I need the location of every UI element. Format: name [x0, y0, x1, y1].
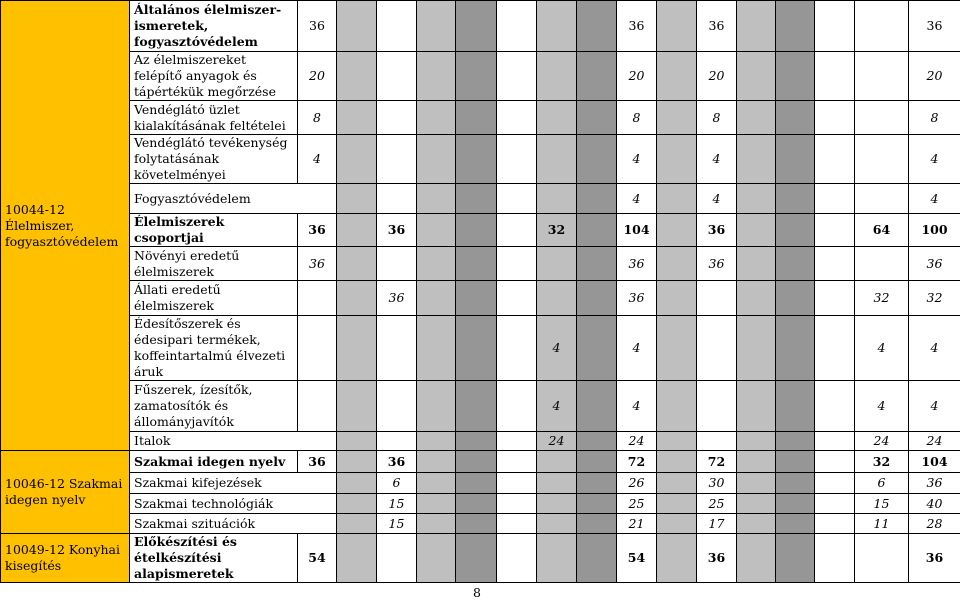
hours-cell: 24 — [617, 432, 657, 451]
hours-cell: 36 — [697, 534, 737, 583]
hours-cell: 4 — [909, 184, 960, 214]
hours-cell: 36 — [298, 1, 337, 52]
hours-cell — [456, 473, 497, 494]
hours-cell — [657, 514, 697, 534]
hours-cell: 36 — [909, 1, 960, 52]
table-row — [1, 135, 960, 184]
hours-cell — [377, 247, 417, 281]
hours-cell — [497, 432, 537, 451]
hours-cell — [456, 534, 497, 583]
hours-cell: 36 — [697, 1, 737, 52]
hours-cell: 4 — [697, 184, 737, 214]
hours-cell — [337, 381, 377, 432]
hours-cell: 100 — [909, 214, 960, 247]
hours-cell — [815, 473, 855, 494]
hours-cell — [577, 281, 617, 316]
hours-cell: 20 — [617, 52, 657, 101]
hours-cell: 4 — [298, 135, 337, 184]
hours-cell — [377, 184, 417, 214]
hours-cell: 4 — [909, 135, 960, 184]
subject-name: Az élelmiszereket felépítő anyagok és tápértékük megőrzése — [130, 52, 298, 101]
module-label: 10044-12 Élelmiszer, fogyasztóvédelem — [1, 1, 130, 451]
table-row — [1, 381, 960, 432]
hours-cell — [657, 52, 697, 101]
hours-cell — [657, 494, 697, 514]
hours-cell — [577, 1, 617, 52]
hours-cell — [377, 432, 417, 451]
hours-cell — [497, 247, 537, 281]
hours-cell — [337, 534, 377, 583]
hours-cell: 36 — [697, 247, 737, 281]
hours-cell — [855, 52, 909, 101]
hours-cell — [537, 135, 577, 184]
hours-cell — [337, 1, 377, 52]
hours-cell — [417, 381, 456, 432]
hours-cell: 36 — [617, 1, 657, 52]
hours-cell — [456, 316, 497, 381]
hours-cell — [537, 494, 577, 514]
hours-cell — [657, 214, 697, 247]
hours-cell — [657, 135, 697, 184]
hours-cell — [337, 514, 377, 534]
hours-cell — [737, 514, 776, 534]
hours-cell — [497, 381, 537, 432]
hours-cell — [577, 473, 617, 494]
subject-name: Vendéglátó tevékenység folytatásának követelményei — [130, 135, 298, 184]
hours-cell — [456, 494, 497, 514]
hours-cell — [497, 184, 537, 214]
hours-cell — [337, 281, 377, 316]
hours-cell — [337, 52, 377, 101]
hours-cell: 24 — [855, 432, 909, 451]
hours-cell: 36 — [909, 473, 960, 494]
hours-cell — [456, 514, 497, 534]
hours-cell: 36 — [909, 247, 960, 281]
hours-cell — [776, 381, 815, 432]
hours-cell — [776, 135, 815, 184]
hours-cell — [657, 281, 697, 316]
table-row — [1, 514, 960, 534]
subject-name: Élelmiszerek csoportjai — [130, 214, 298, 247]
hours-cell — [537, 1, 577, 52]
hours-cell — [577, 52, 617, 101]
hours-cell — [337, 473, 377, 494]
hours-cell — [417, 451, 456, 473]
hours-cell — [337, 101, 377, 135]
hours-cell: 36 — [617, 281, 657, 316]
hours-cell — [377, 534, 417, 583]
hours-cell — [737, 247, 776, 281]
hours-cell — [815, 514, 855, 534]
hours-cell — [737, 135, 776, 184]
hours-cell — [737, 52, 776, 101]
hours-cell: 32 — [855, 281, 909, 316]
hours-cell — [497, 534, 537, 583]
hours-cell: 36 — [298, 214, 337, 247]
hours-cell — [815, 432, 855, 451]
hours-cell — [577, 514, 617, 534]
hours-cell — [737, 214, 776, 247]
hours-cell: 11 — [855, 514, 909, 534]
hours-cell — [776, 316, 815, 381]
hours-cell — [577, 381, 617, 432]
hours-cell — [497, 473, 537, 494]
hours-cell — [815, 247, 855, 281]
hours-cell — [456, 451, 497, 473]
hours-cell: 20 — [909, 52, 960, 101]
hours-cell — [855, 184, 909, 214]
table-row — [1, 247, 960, 281]
hours-cell — [657, 316, 697, 381]
hours-cell: 36 — [697, 214, 737, 247]
hours-cell — [815, 316, 855, 381]
hours-cell — [417, 214, 456, 247]
subject-name: Előkészítési és ételkészítési alapismeretek — [130, 534, 298, 583]
hours-cell — [815, 184, 855, 214]
hours-cell: 40 — [909, 494, 960, 514]
hours-cell — [497, 316, 537, 381]
hours-cell: 54 — [298, 534, 337, 583]
hours-cell: 4 — [537, 316, 577, 381]
hours-cell — [537, 247, 577, 281]
hours-cell — [776, 214, 815, 247]
hours-cell — [737, 316, 776, 381]
hours-cell: 36 — [298, 247, 337, 281]
hours-cell — [577, 247, 617, 281]
hours-cell: 72 — [697, 451, 737, 473]
hours-cell — [737, 1, 776, 52]
hours-cell — [417, 494, 456, 514]
hours-cell: 32 — [909, 281, 960, 316]
hours-cell — [577, 184, 617, 214]
hours-cell — [815, 214, 855, 247]
hours-cell — [657, 432, 697, 451]
hours-cell — [657, 381, 697, 432]
subject-name: Szakmai kifejezések — [130, 473, 337, 494]
hours-cell — [737, 494, 776, 514]
hours-cell — [417, 135, 456, 184]
hours-cell — [337, 316, 377, 381]
hours-cell: 30 — [697, 473, 737, 494]
hours-cell: 36 — [298, 451, 337, 473]
hours-cell — [776, 534, 815, 583]
hours-cell — [456, 184, 497, 214]
hours-cell — [815, 381, 855, 432]
hours-cell — [417, 316, 456, 381]
subject-name: Szakmai technológiák — [130, 494, 337, 514]
hours-cell: 54 — [617, 534, 657, 583]
hours-cell — [337, 451, 377, 473]
hours-cell — [657, 184, 697, 214]
hours-cell — [456, 381, 497, 432]
hours-cell — [417, 432, 456, 451]
hours-cell: 24 — [909, 432, 960, 451]
hours-cell — [776, 473, 815, 494]
hours-cell — [577, 135, 617, 184]
hours-cell — [577, 101, 617, 135]
hours-cell: 4 — [537, 381, 577, 432]
hours-cell — [417, 101, 456, 135]
hours-cell: 28 — [909, 514, 960, 534]
hours-cell — [417, 534, 456, 583]
hours-cell — [298, 316, 337, 381]
hours-cell: 4 — [617, 135, 657, 184]
hours-cell — [815, 281, 855, 316]
table-row — [1, 101, 960, 135]
hours-cell — [417, 1, 456, 52]
hours-cell — [417, 473, 456, 494]
hours-cell — [417, 52, 456, 101]
hours-cell — [776, 514, 815, 534]
hours-cell — [657, 247, 697, 281]
subject-name: Általános élelmiszer-ismeretek, fogyasztóvédelem — [130, 1, 298, 52]
hours-cell — [497, 1, 537, 52]
hours-cell — [577, 534, 617, 583]
hours-cell — [737, 101, 776, 135]
subject-name: Italok — [130, 432, 337, 451]
hours-cell: 4 — [909, 381, 960, 432]
hours-cell — [737, 432, 776, 451]
hours-cell — [377, 316, 417, 381]
subject-name: Növényi eredetű élelmiszerek — [130, 247, 298, 281]
hours-cell — [417, 184, 456, 214]
hours-cell — [497, 135, 537, 184]
hours-cell — [697, 381, 737, 432]
hours-cell — [537, 514, 577, 534]
hours-cell — [497, 281, 537, 316]
hours-cell: 24 — [537, 432, 577, 451]
hours-cell — [737, 451, 776, 473]
hours-cell: 25 — [617, 494, 657, 514]
hours-cell — [855, 1, 909, 52]
hours-cell — [815, 534, 855, 583]
subject-name: Fogyasztóvédelem — [130, 184, 337, 214]
table-row — [1, 184, 960, 214]
hours-cell — [855, 247, 909, 281]
hours-cell: 8 — [697, 101, 737, 135]
hours-cell: 15 — [377, 514, 417, 534]
subject-name: Állati eredetű élelmiszerek — [130, 281, 298, 316]
hours-cell: 36 — [377, 214, 417, 247]
hours-cell: 4 — [617, 316, 657, 381]
subject-name: Vendéglátó üzlet kialakításának feltételei — [130, 101, 298, 135]
hours-cell: 4 — [697, 135, 737, 184]
hours-cell — [815, 52, 855, 101]
module-label: 10049-12 Konyhai kisegítés — [1, 534, 130, 583]
hours-cell — [776, 184, 815, 214]
hours-cell: 104 — [909, 451, 960, 473]
hours-cell — [456, 247, 497, 281]
hours-cell — [776, 52, 815, 101]
hours-cell — [417, 514, 456, 534]
hours-cell: 8 — [298, 101, 337, 135]
hours-cell: 8 — [617, 101, 657, 135]
hours-cell: 4 — [855, 316, 909, 381]
hours-cell — [537, 184, 577, 214]
hours-cell — [497, 451, 537, 473]
hours-cell — [776, 451, 815, 473]
hours-cell — [537, 473, 577, 494]
hours-cell — [776, 1, 815, 52]
hours-cell: 15 — [377, 494, 417, 514]
hours-cell — [855, 101, 909, 135]
hours-cell — [497, 514, 537, 534]
hours-cell: 4 — [617, 381, 657, 432]
hours-cell — [497, 214, 537, 247]
hours-cell — [855, 534, 909, 583]
hours-cell — [456, 214, 497, 247]
hours-cell — [657, 534, 697, 583]
hours-cell — [337, 247, 377, 281]
hours-cell — [456, 1, 497, 52]
hours-cell — [497, 101, 537, 135]
hours-cell — [776, 101, 815, 135]
table-row — [1, 214, 960, 247]
hours-cell: 4 — [617, 184, 657, 214]
hours-cell — [815, 1, 855, 52]
subject-name: Fűszerek, ízesítők, zamatosítók és állományjavítók — [130, 381, 298, 432]
hours-cell: 26 — [617, 473, 657, 494]
hours-cell — [737, 473, 776, 494]
table-row — [1, 281, 960, 316]
page-number: 8 — [473, 585, 481, 600]
hours-cell — [776, 281, 815, 316]
hours-cell — [337, 432, 377, 451]
table-row — [1, 1, 960, 52]
hours-cell — [337, 494, 377, 514]
subject-name: Édesítőszerek és édesipari termékek, koffeintartalmú élvezeti áruk — [130, 316, 298, 381]
hours-cell: 4 — [855, 381, 909, 432]
hours-cell: 20 — [697, 52, 737, 101]
hours-cell — [815, 494, 855, 514]
hours-cell: 104 — [617, 214, 657, 247]
hours-cell — [776, 247, 815, 281]
hours-cell: 32 — [537, 214, 577, 247]
hours-cell — [815, 101, 855, 135]
table-row — [1, 316, 960, 381]
hours-cell — [537, 451, 577, 473]
hours-cell — [417, 247, 456, 281]
hours-cell — [298, 281, 337, 316]
hours-cell — [737, 534, 776, 583]
hours-cell — [657, 451, 697, 473]
hours-cell — [337, 214, 377, 247]
hours-cell — [377, 101, 417, 135]
hours-cell — [776, 432, 815, 451]
hours-cell: 6 — [377, 473, 417, 494]
table-row — [1, 432, 960, 451]
hours-cell: 15 — [855, 494, 909, 514]
hours-cell — [577, 451, 617, 473]
table-row — [1, 52, 960, 101]
hours-cell — [497, 52, 537, 101]
hours-cell — [815, 451, 855, 473]
module-label: 10046-12 Szakmai idegen nyelv — [1, 451, 130, 534]
hours-cell — [577, 494, 617, 514]
subject-name: Szakmai szituációk — [130, 514, 337, 534]
hours-cell: 36 — [909, 534, 960, 583]
hours-cell: 25 — [697, 494, 737, 514]
subject-name: Szakmai idegen nyelv — [130, 451, 298, 473]
table-row — [1, 494, 960, 514]
hours-cell — [377, 1, 417, 52]
hours-cell: 36 — [617, 247, 657, 281]
hours-cell — [456, 281, 497, 316]
hours-cell — [377, 135, 417, 184]
hours-cell — [737, 381, 776, 432]
hours-cell — [855, 135, 909, 184]
hours-cell — [537, 281, 577, 316]
hours-cell — [737, 184, 776, 214]
table-row — [1, 534, 960, 583]
hours-cell — [298, 381, 337, 432]
table-row — [1, 473, 960, 494]
hours-cell — [497, 494, 537, 514]
hours-cell — [657, 1, 697, 52]
hours-cell — [537, 52, 577, 101]
hours-cell — [377, 381, 417, 432]
hours-cell: 32 — [855, 451, 909, 473]
hours-cell — [577, 214, 617, 247]
hours-cell: 17 — [697, 514, 737, 534]
hours-cell: 6 — [855, 473, 909, 494]
hours-cell — [577, 432, 617, 451]
hours-cell — [697, 432, 737, 451]
hours-cell: 4 — [909, 316, 960, 381]
hours-cell — [657, 101, 697, 135]
hours-cell — [776, 494, 815, 514]
hours-cell: 64 — [855, 214, 909, 247]
table-row — [1, 451, 960, 473]
hours-cell — [337, 135, 377, 184]
hours-cell: 20 — [298, 52, 337, 101]
hours-cell — [456, 52, 497, 101]
hours-cell: 36 — [377, 281, 417, 316]
hours-cell — [657, 473, 697, 494]
hours-cell — [537, 101, 577, 135]
hours-cell: 8 — [909, 101, 960, 135]
hours-cell: 21 — [617, 514, 657, 534]
hours-cell — [337, 184, 377, 214]
hours-cell — [577, 316, 617, 381]
hours-cell — [456, 432, 497, 451]
hours-cell — [417, 281, 456, 316]
hours-cell — [697, 316, 737, 381]
hours-cell — [537, 534, 577, 583]
hours-cell: 72 — [617, 451, 657, 473]
hours-cell — [697, 281, 737, 316]
hours-cell: 36 — [377, 451, 417, 473]
hours-cell — [377, 52, 417, 101]
hours-cell — [737, 281, 776, 316]
hours-cell — [456, 135, 497, 184]
hours-cell — [456, 101, 497, 135]
hours-cell — [815, 135, 855, 184]
